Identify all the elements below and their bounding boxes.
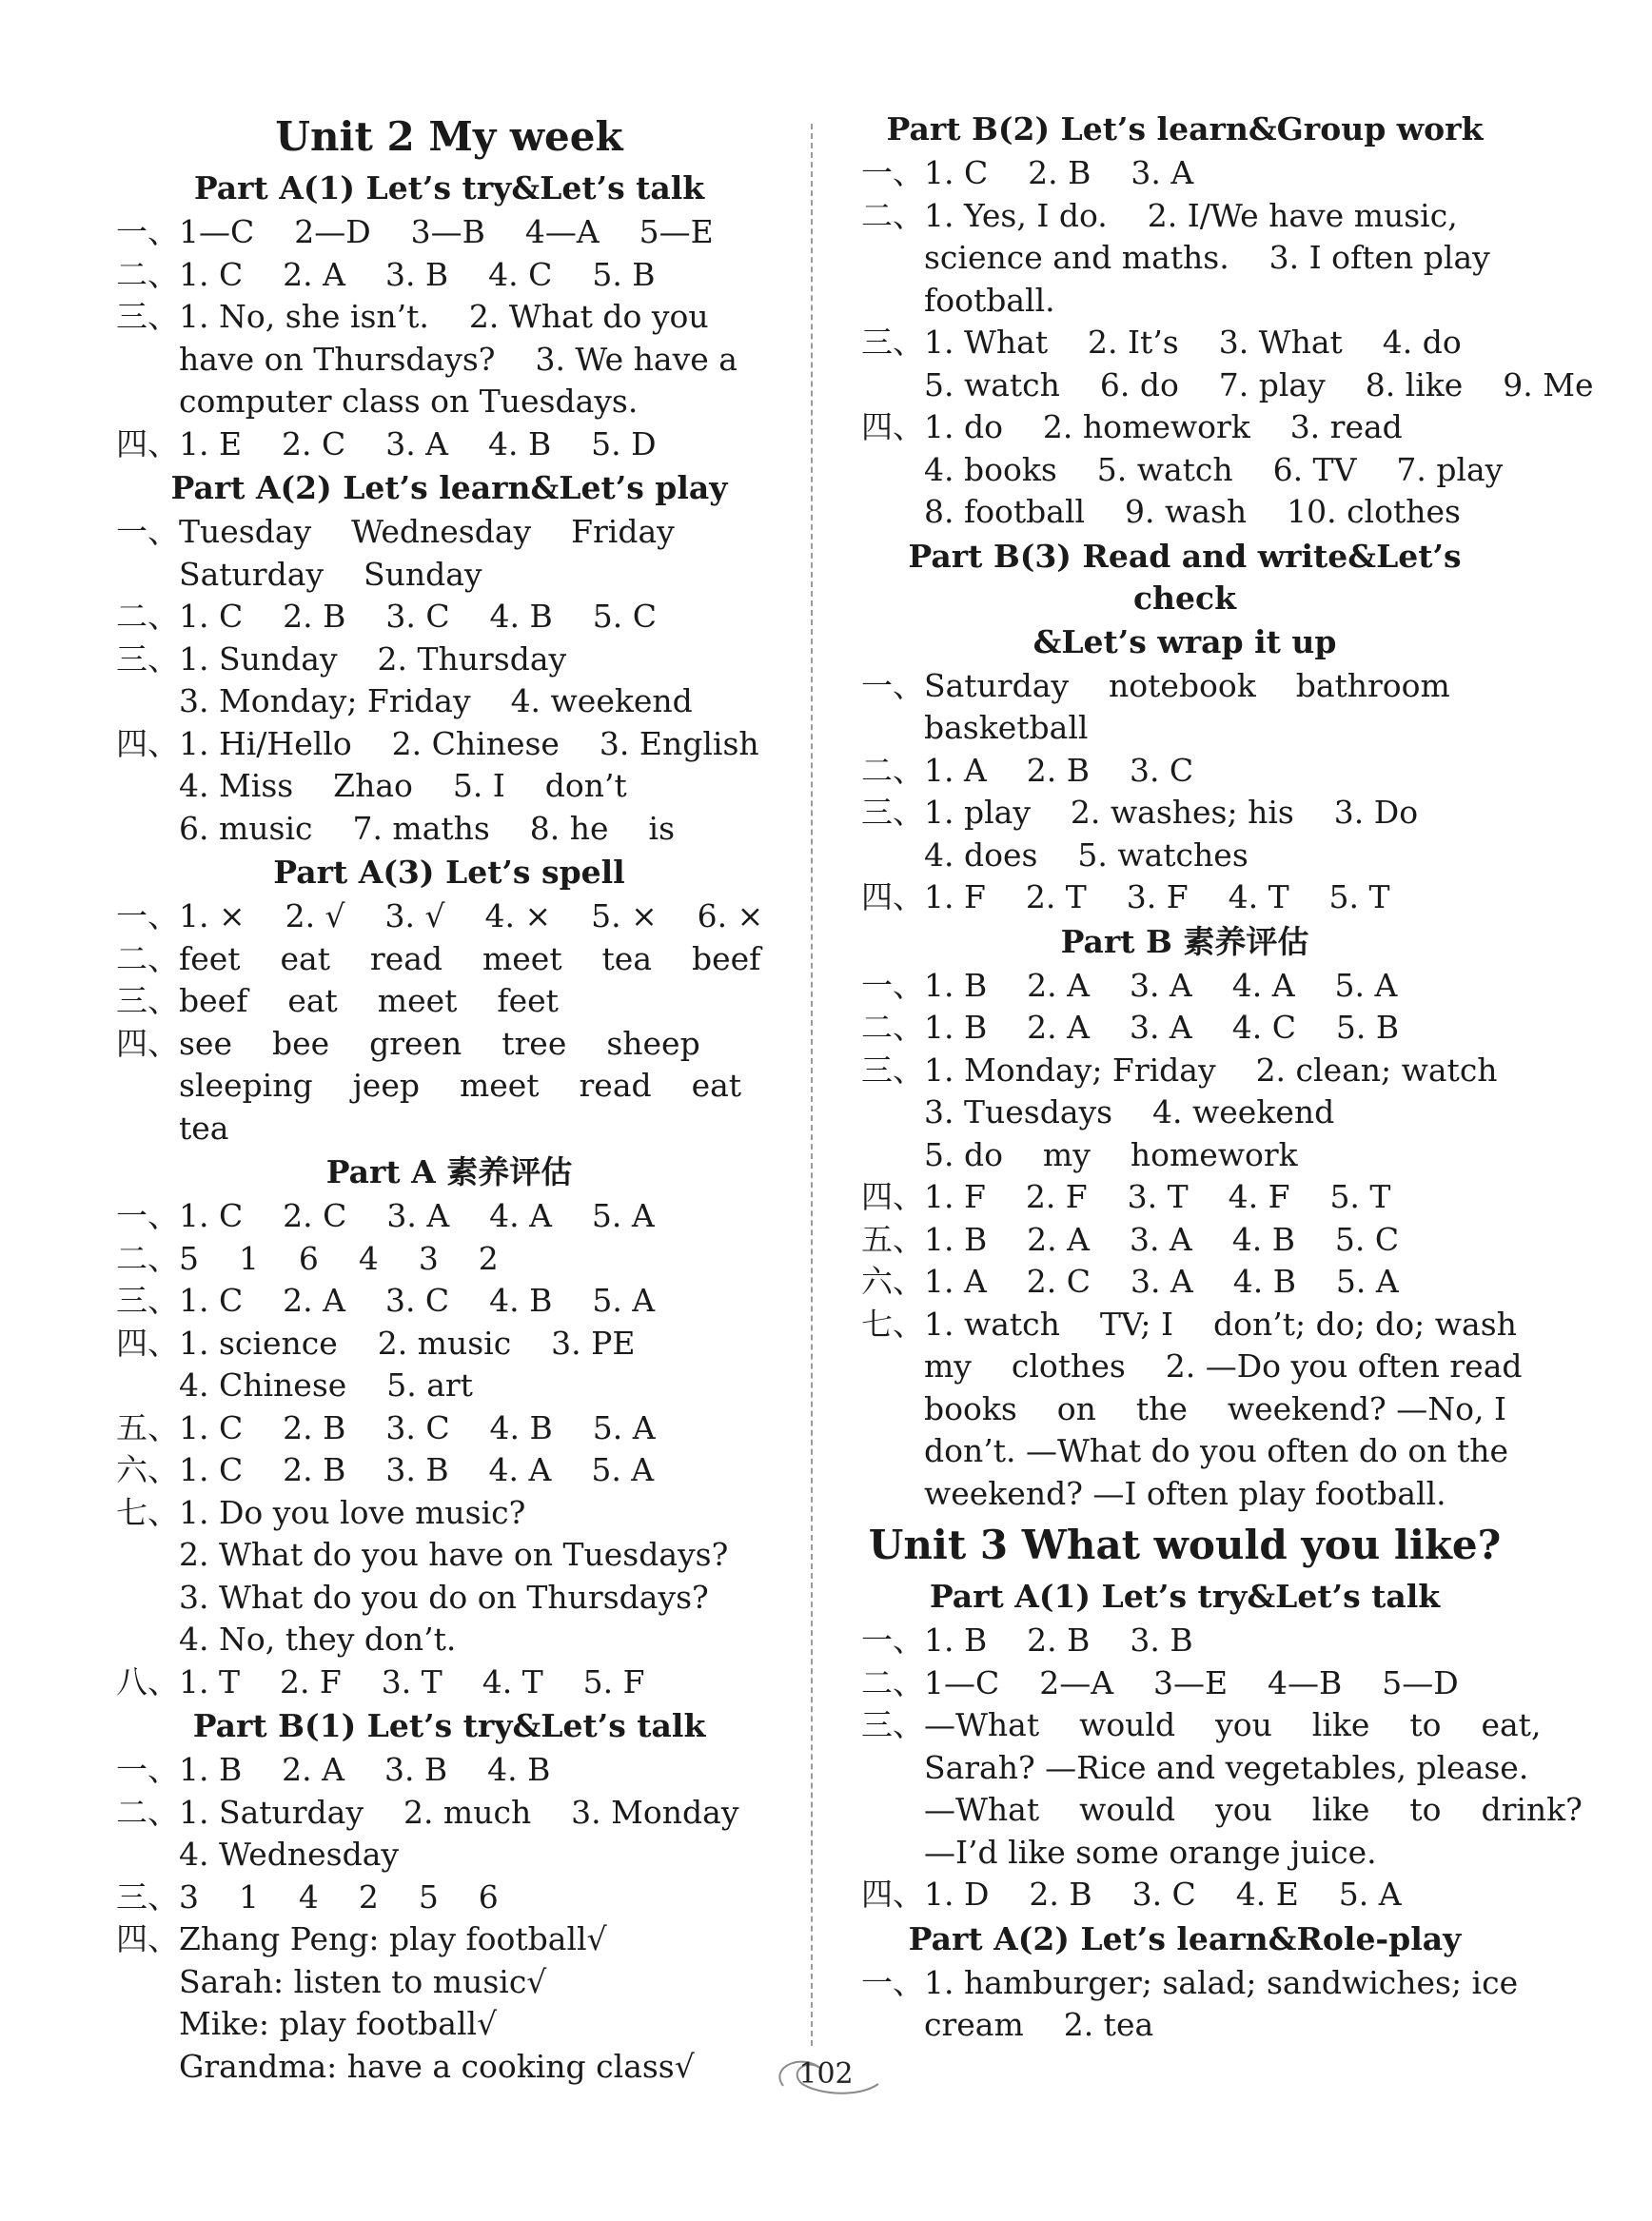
answer-line: 4. books 5. watch 6. TV 7. play — [924, 450, 1504, 488]
answer-item — [861, 750, 1508, 793]
question-number: 一、 — [116, 513, 179, 550]
answer-item — [861, 1176, 1508, 1219]
answer-item — [116, 1661, 782, 1704]
answer-line: —I’d like some orange juice. — [924, 1833, 1377, 1871]
question-number: 三、 — [861, 1706, 924, 1743]
question-number: 三、 — [116, 1877, 179, 1916]
answer-line: 1. C 2. C 3. A 4. A 5. A — [179, 1197, 655, 1234]
answer-item — [116, 1238, 782, 1281]
answer-line: 1. A 2. B 3. C — [924, 751, 1194, 789]
answer-line: 1. C 2. A 3. C 4. B 5. A — [179, 1282, 656, 1319]
answer-item — [116, 1749, 782, 1792]
answer-line: 1. B 2. A 3. A 4. A 5. A — [924, 966, 1398, 1004]
answer-line: 1. B 2. B 3. B — [924, 1622, 1193, 1659]
question-number: 二、 — [861, 751, 924, 789]
question-number: 五、 — [861, 1220, 924, 1258]
answer-item — [116, 1323, 782, 1407]
column-divider — [811, 124, 813, 2046]
answer-line: 1. Hi/Hello 2. Chinese 3. English — [179, 724, 759, 762]
answer-item — [116, 423, 782, 466]
question-number: 一、 — [861, 1622, 924, 1659]
answer-line: beef eat meet feet — [179, 982, 559, 1019]
page-number-text: 102 — [798, 2057, 854, 2091]
answer-line: 3. What do you do on Thursdays? — [179, 1578, 709, 1616]
question-number: 四、 — [116, 1324, 179, 1362]
answer-line: 1. What 2. It’s 3. What 4. do — [924, 324, 1462, 361]
part-heading: Part B(2) Let’s learn&Group work — [886, 110, 1484, 147]
question-number: 二、 — [116, 598, 179, 635]
answer-item — [116, 980, 782, 1023]
answer-line: 1. B 2. A 3. A 4. B 5. C — [924, 1220, 1400, 1258]
question-number: 二、 — [861, 1663, 924, 1701]
question-number: 四、 — [116, 1024, 179, 1062]
question-number: 二、 — [116, 255, 179, 293]
answer-item — [116, 1449, 782, 1492]
unit-heading: Unit 3 What would you like? — [868, 1522, 1502, 1568]
answer-item — [116, 639, 782, 723]
answer-line: —What would you like to drink? — [924, 1791, 1583, 1828]
answer-line: 1. do 2. homework 3. read — [924, 408, 1403, 445]
answer-line: Tuesday Wednesday Friday — [179, 513, 675, 550]
answer-line: 1. hamburger; salad; sandwiches; ice — [924, 1963, 1519, 2001]
answer-line: basketball — [924, 709, 1089, 746]
answer-line: 4. Wednesday — [179, 1836, 400, 1873]
answer-line: cream 2. tea — [924, 2006, 1154, 2043]
question-number: 七、 — [861, 1305, 924, 1343]
answer-line: 6. music 7. maths 8. he is — [179, 809, 676, 847]
answer-line: 1—C 2—D 3—B 4—A 5—E — [179, 213, 714, 250]
question-number: 四、 — [861, 1178, 924, 1215]
answer-line: 1. C 2. B 3. A — [924, 154, 1194, 191]
answer-line: feet eat read meet tea beef — [179, 939, 761, 977]
answer-item — [861, 406, 1508, 534]
answer-line: 1. F 2. T 3. F 4. T 5. T — [924, 878, 1390, 915]
answer-line: —What would you like to eat, — [924, 1706, 1542, 1743]
question-number: 二、 — [116, 939, 179, 977]
part-heading: Part B 素养评估 — [1060, 922, 1309, 960]
part-heading: Part B(1) Let’s try&Let’s talk — [192, 1707, 706, 1744]
question-number: 一、 — [861, 666, 924, 704]
question-number: 四、 — [861, 408, 924, 445]
answer-item — [861, 1007, 1508, 1050]
answer-item — [116, 211, 782, 254]
answer-item — [116, 1407, 782, 1450]
answer-item — [861, 1962, 1519, 2047]
answer-line: 8. football 9. wash 10. clothes — [924, 493, 1461, 530]
answer-line: 1. E 2. C 3. A 4. B 5. D — [179, 424, 657, 462]
answer-line: Grandma: have a cooking class√ — [179, 2047, 695, 2085]
answer-line: science and maths. 3. I often play — [924, 239, 1490, 276]
question-number: 三、 — [116, 982, 179, 1019]
answer-line: Saturday Sunday — [179, 555, 482, 593]
question-number: 三、 — [861, 324, 924, 361]
answer-item — [116, 1492, 782, 1661]
answer-line: 1. No, she isn’t. 2. What do you — [179, 298, 709, 335]
question-number: 二、 — [861, 196, 924, 234]
answer-line: 1. watch TV; I don’t; do; do; wash — [924, 1305, 1517, 1343]
answer-line: 1. C 2. B 3. C 4. B 5. C — [179, 598, 657, 635]
page-number — [755, 2046, 897, 2103]
answer-line: 1—C 2—A 3—E 4—B 5—D — [924, 1663, 1459, 1701]
question-number: 四、 — [116, 724, 179, 762]
answer-item — [116, 296, 782, 423]
question-number: 一、 — [116, 1197, 179, 1234]
answer-line: 5. watch 6. do 7. play 8. like 9. Me — [924, 365, 1594, 403]
answer-line: 1. Do you love music? — [179, 1493, 526, 1531]
part-heading: Part A(2) Let’s learn&Let’s play — [170, 469, 728, 506]
answer-line: Saturday notebook bathroom — [924, 666, 1450, 704]
question-number: 三、 — [116, 1282, 179, 1319]
answer-line: weekend? —I often play football. — [924, 1474, 1446, 1512]
answer-line: Sarah: listen to music√ — [179, 1962, 547, 2000]
answer-item — [116, 596, 782, 639]
part-heading: Part A 素养评估 — [325, 1153, 573, 1190]
answer-line: 1. F 2. F 3. T 4. F 5. T — [924, 1178, 1391, 1215]
answer-line: 1. B 2. A 3. B 4. B — [179, 1751, 551, 1788]
answer-line: 1. Sunday 2. Thursday — [179, 639, 567, 678]
question-number: 六、 — [116, 1451, 179, 1488]
question-number: 四、 — [116, 424, 179, 462]
answer-item — [116, 511, 782, 596]
question-number: 四、 — [861, 1876, 924, 1913]
answer-item — [861, 792, 1508, 876]
right-column — [861, 107, 1594, 2047]
answer-line: Sarah? —Rice and vegetables, please. — [924, 1748, 1529, 1786]
answer-item — [861, 665, 1508, 750]
answer-line: 1. C 2. B 3. C 4. B 5. A — [179, 1408, 656, 1446]
answer-line: 1. Yes, I do. 2. I/We have music, — [924, 196, 1458, 234]
answer-line: 1. C 2. B 3. B 4. A 5. A — [179, 1451, 655, 1488]
answer-item — [861, 322, 1594, 406]
answer-item — [861, 965, 1508, 1008]
answer-line: 4. does 5. watches — [924, 835, 1249, 874]
answer-item — [116, 723, 782, 851]
answer-item — [861, 1874, 1508, 1916]
answer-item — [861, 1050, 1508, 1177]
answer-line: sleeping jeep meet read eat — [179, 1067, 742, 1104]
answer-item — [116, 1280, 782, 1323]
answer-line: 5. do my homework — [924, 1135, 1298, 1173]
question-number: 一、 — [116, 1751, 179, 1788]
answer-line: 1. A 2. C 3. A 4. B 5. A — [924, 1263, 1399, 1300]
question-number: 一、 — [861, 966, 924, 1004]
question-number: 三、 — [116, 298, 179, 335]
answer-item — [116, 1792, 782, 1877]
question-number: 一、 — [116, 897, 179, 934]
question-number: 一、 — [116, 213, 179, 250]
answer-line: 1. Monday; Friday 2. clean; watch — [924, 1051, 1498, 1089]
answer-line: 2. What do you have on Tuesdays? — [179, 1536, 729, 1573]
answer-line: 1. Saturday 2. much 3. Monday — [179, 1793, 739, 1831]
answer-line: 4. No, they don’t. — [179, 1621, 457, 1658]
answer-item — [116, 254, 782, 297]
answer-item — [116, 1023, 782, 1150]
answer-item — [861, 1261, 1508, 1304]
question-number: 三、 — [116, 639, 179, 678]
answer-line: 1. C 2. A 3. B 4. C 5. B — [179, 255, 656, 293]
answer-line: have on Thursdays? 3. We have a — [179, 340, 738, 378]
part-heading: Part B(3) Read and write&Let’s check — [908, 537, 1462, 617]
answer-line: tea — [179, 1109, 229, 1147]
answer-line: 1. science 2. music 3. PE — [179, 1324, 636, 1362]
answer-line: football. — [924, 281, 1055, 319]
answer-item — [861, 1704, 1583, 1874]
unit-heading: Unit 2 My week — [275, 113, 623, 160]
answer-item — [116, 895, 782, 938]
answer-line: Mike: play football√ — [179, 2005, 498, 2042]
answer-line: see bee green tree sheep — [179, 1024, 700, 1062]
answer-item — [861, 1304, 1523, 1516]
answer-item — [116, 1877, 782, 1919]
answer-line: 3. Monday; Friday 4. weekend — [179, 682, 693, 719]
part-heading: Part A(2) Let’s learn&Role-play — [908, 1919, 1462, 1957]
answer-line: 1. play 2. washes; his 3. Do — [924, 794, 1419, 831]
question-number: 四、 — [861, 878, 924, 915]
answer-item — [861, 195, 1508, 323]
answer-line: Zhang Peng: play football√ — [179, 1920, 607, 1957]
answer-line: 1. B 2. A 3. A 4. C 5. B — [924, 1009, 1400, 1046]
answer-line: 5 1 6 4 3 2 — [179, 1239, 499, 1277]
answer-item — [861, 1219, 1508, 1262]
answer-item — [116, 1918, 782, 2088]
answer-line: don’t. —What do you often do on the — [924, 1432, 1509, 1469]
answer-line: my clothes 2. —Do you often read — [924, 1347, 1523, 1385]
answer-item — [116, 938, 782, 981]
answer-item — [861, 152, 1508, 195]
part-heading: Part A(3) Let’s spell — [273, 854, 625, 891]
question-number: 三、 — [861, 1051, 924, 1089]
answer-item — [861, 1662, 1508, 1705]
answer-line: 3 1 4 2 5 6 — [179, 1877, 499, 1916]
answer-line: 1. D 2. B 3. C 4. E 5. A — [924, 1876, 1402, 1913]
answer-line: 4. Miss Zhao 5. I don’t — [179, 767, 627, 804]
question-number: 二、 — [116, 1793, 179, 1831]
answer-line: 4. Chinese 5. art — [179, 1366, 473, 1404]
answer-item — [861, 1620, 1508, 1662]
answer-item — [861, 876, 1508, 919]
answer-line: 1. T 2. F 3. T 4. T 5. F — [179, 1662, 645, 1700]
question-number: 二、 — [861, 1009, 924, 1046]
part-heading: Part A(1) Let’s try&Let’s talk — [193, 169, 705, 206]
question-number: 二、 — [116, 1239, 179, 1277]
part-heading: Part A(1) Let’s try&Let’s talk — [929, 1578, 1441, 1615]
question-number: 七、 — [116, 1493, 179, 1531]
answer-line: computer class on Tuesdays. — [179, 383, 639, 420]
answer-line: 3. Tuesdays 4. weekend — [924, 1093, 1335, 1130]
question-number: 四、 — [116, 1920, 179, 1957]
answer-item — [116, 1195, 782, 1238]
left-column — [116, 107, 782, 2088]
question-number: 五、 — [116, 1408, 179, 1446]
answer-line: 1. × 2. √ 3. √ 4. × 5. × 6. × — [179, 897, 764, 934]
part-heading: &Let’s wrap it up — [1032, 622, 1337, 660]
question-number: 三、 — [861, 794, 924, 831]
question-number: 一、 — [861, 1963, 924, 2001]
question-number: 一、 — [861, 154, 924, 191]
question-number: 八、 — [116, 1662, 179, 1700]
answer-line: books on the weekend? —No, I — [924, 1389, 1506, 1427]
question-number: 六、 — [861, 1263, 924, 1300]
